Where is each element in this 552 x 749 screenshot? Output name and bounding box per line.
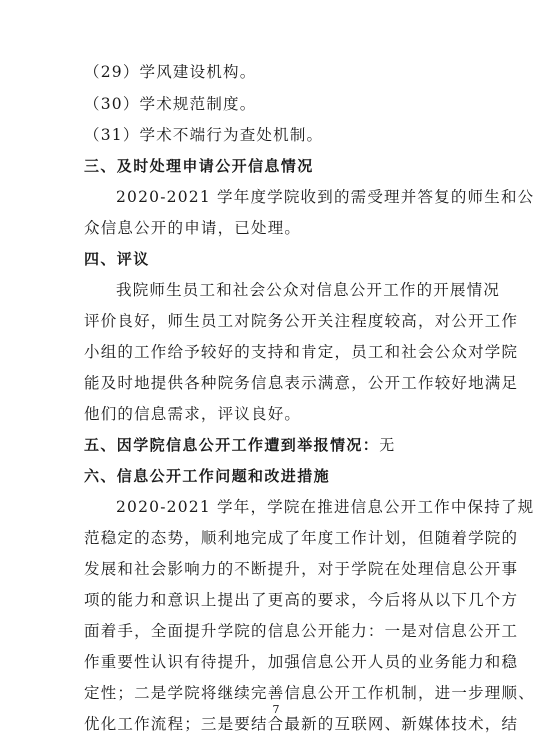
section-4-paragraph-line: 我院师生员工和社会公众对信息公开工作的开展情况 xyxy=(116,281,501,299)
section-3-paragraph-line: 众信息公开的申请，已处理。 xyxy=(84,219,302,237)
list-item-30: （30）学术规范制度。 xyxy=(84,95,257,113)
section-6-paragraph-line: 项的能力和意识上提出了更高的要求，今后将从以下几个方 xyxy=(84,591,519,609)
section-4-paragraph-line: 他们的信息需求，评议良好。 xyxy=(84,405,302,423)
section-6-paragraph-line: 优化工作流程；三是要结合最新的互联网、新媒体技术，结 xyxy=(84,715,519,733)
section-4-paragraph-line: 小组的工作给予较好的支持和肯定，员工和社会公众对学院 xyxy=(84,343,519,361)
list-item-31: （31）学术不端行为查处机制。 xyxy=(84,126,324,144)
section-4-paragraph-line: 能及时地提供各种院务信息表示满意，公开工作较好地满足 xyxy=(84,374,519,392)
section-6-paragraph-line: 发展和社会影响力的不断提升，对于学院在处理信息公开事 xyxy=(84,560,519,578)
section-3-heading: 三、及时处理申请公开信息情况 xyxy=(84,157,314,175)
list-item-29: （29）学风建设机构。 xyxy=(84,63,257,81)
section-4-paragraph-line: 评价良好，师生员工对院务公开关注程度较高，对公开工作 xyxy=(84,312,519,330)
section-4-heading: 四、评议 xyxy=(84,250,150,268)
section-5-heading xyxy=(84,435,396,455)
section-6-paragraph-line: 作重要性认识有待提升，加强信息公开人员的业务能力和稳 xyxy=(84,653,519,671)
section-6-paragraph-line: 面着手，全面提升学院的信息公开能力：一是对信息公开工 xyxy=(84,622,519,640)
section-5-heading-text: 五、因学院信息公开工作遭到举报情况： xyxy=(84,436,380,454)
page-number: 7 xyxy=(272,703,280,716)
section-5-value: 无 xyxy=(379,436,396,454)
section-6-paragraph-line: 范稳定的态势，顺利地完成了年度工作计划，但随着学院的 xyxy=(84,529,519,547)
section-6-paragraph-line: 定性；二是学院将继续完善信息公开工作机制，进一步理顺、 xyxy=(84,684,535,702)
section-3-paragraph-line: 2020-2021 学年度学院收到的需受理并答复的师生和公 xyxy=(116,188,535,206)
section-6-heading: 六、信息公开工作问题和改进措施 xyxy=(84,467,331,485)
section-6-paragraph-line: 2020-2021 学年，学院在推进信息公开工作中保持了规 xyxy=(116,498,535,516)
